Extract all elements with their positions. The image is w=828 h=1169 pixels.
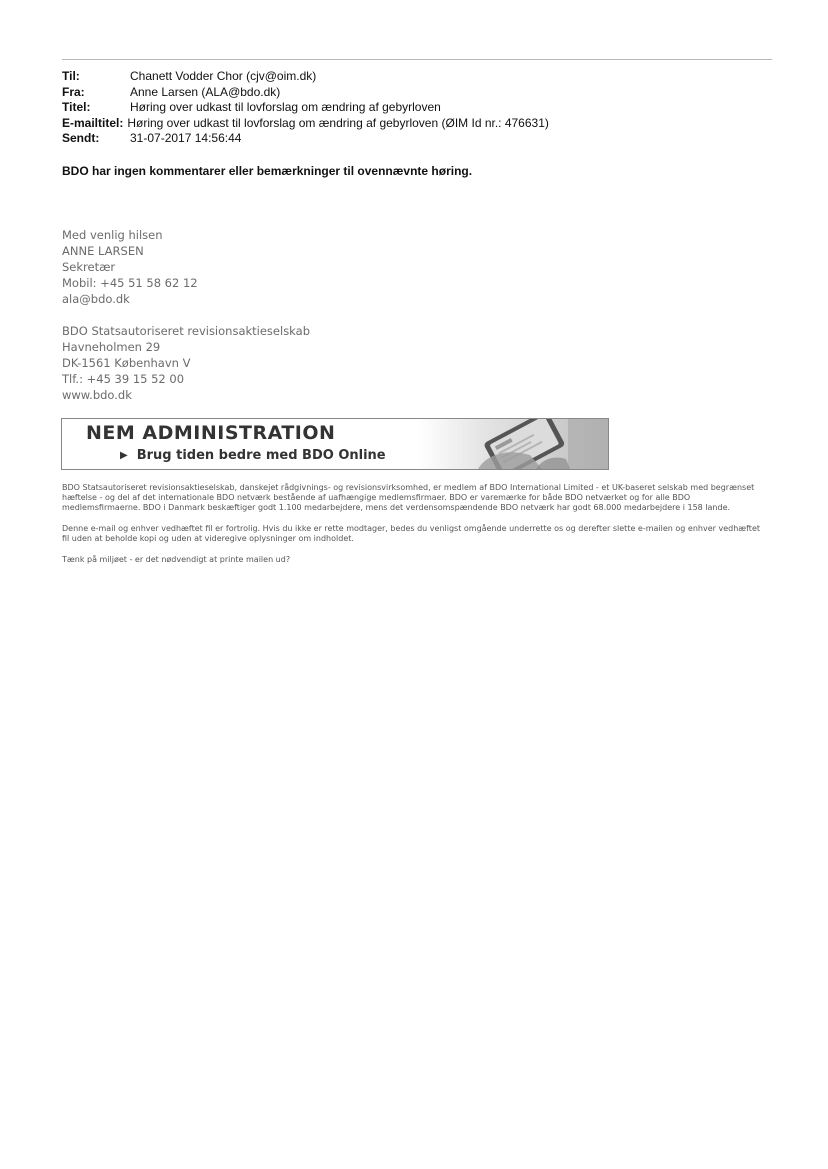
top-divider [62, 59, 772, 60]
legal-disclaimer: BDO Statsautoriseret revisionsaktieselskab, danskejet rådgivnings- og revisionsvirksomhed, er medlem af BDO International Limited - et UK-baseret selskab med begrænset hæftelse - og del af det internationale BDO netværk bestående af uafhængige medlemsfirmaer. BDO er varemærke for både BDO netværket og for alle BDO medlemsfirmaerne. BDO i Danmark beskæftiger godt 1.100 medarbejdere, mens det verdensomspændende BDO netværk har godt 68.000 medarbejdere i 158 lande. [62, 483, 755, 512]
signature-phone: Tlf.: +45 39 15 52 00 [62, 372, 185, 386]
email-header-block [62, 69, 549, 147]
header-label: Til: [62, 69, 80, 83]
header-label: E-mailtitel: [62, 115, 124, 130]
header-value: Anne Larsen (ALA@bdo.dk) [130, 84, 281, 99]
header-row-title [62, 100, 549, 116]
banner-subtitle [120, 448, 386, 463]
legal-environment-note: Tænk på miljøet - er det nødvendigt at printe mailen ud? [62, 555, 291, 564]
tablet-hand-image [418, 419, 608, 469]
legal-footer [62, 483, 762, 576]
email-signature [62, 227, 310, 403]
header-value: Høring over udkast til lovforslag om ændring af gebyrloven (ØIM Id nr.: 476631) [127, 115, 549, 130]
legal-confidentiality: Denne e-mail og enhver vedhæftet fil er fortrolig. Hvis du ikke er rette modtager, bedes du venligst omgående underrette os og derefter slette e-mailen og enhver vedhæftet fil uden at beholde kopi og uden at videregive oplysninger om indholdet. [62, 524, 761, 543]
header-value: Chanett Vodder Chor (cjv@oim.dk) [130, 69, 317, 83]
header-label: Fra: [62, 84, 85, 99]
signature-website-link[interactable]: www.bdo.dk [62, 388, 132, 402]
header-row-to [62, 69, 549, 85]
header-value: 31-07-2017 14:56:44 [130, 131, 242, 145]
signature-role: Sekretær [62, 260, 116, 274]
header-label: Sendt: [62, 131, 100, 145]
header-row-email-title [62, 116, 549, 132]
header-value: Høring over udkast til lovforslag om ændring af gebyrloven [130, 100, 441, 114]
signature-company: BDO Statsautoriseret revisionsaktieselskab [62, 324, 310, 338]
banner-subtitle-text: Brug tiden bedre med BDO Online [136, 448, 386, 463]
banner-title: NEM ADMINISTRATION [86, 422, 336, 444]
email-body: BDO har ingen kommentarer eller bemærkninger til ovennævnte høring. [62, 164, 473, 178]
header-row-from [62, 85, 549, 101]
signature-city: DK-1561 København V [62, 356, 191, 370]
signature-street: Havneholmen 29 [62, 340, 161, 354]
triangle-right-icon: ▶ [120, 450, 128, 461]
header-row-sent [62, 131, 549, 147]
signature-name: ANNE LARSEN [62, 244, 144, 258]
signature-greeting: Med venlig hilsen [62, 228, 163, 242]
signature-email-link[interactable]: ala@bdo.dk [62, 292, 130, 306]
signature-mobile: Mobil: +45 51 58 62 12 [62, 276, 198, 290]
header-label: Titel: [62, 100, 91, 114]
bdo-online-banner[interactable] [61, 418, 609, 470]
